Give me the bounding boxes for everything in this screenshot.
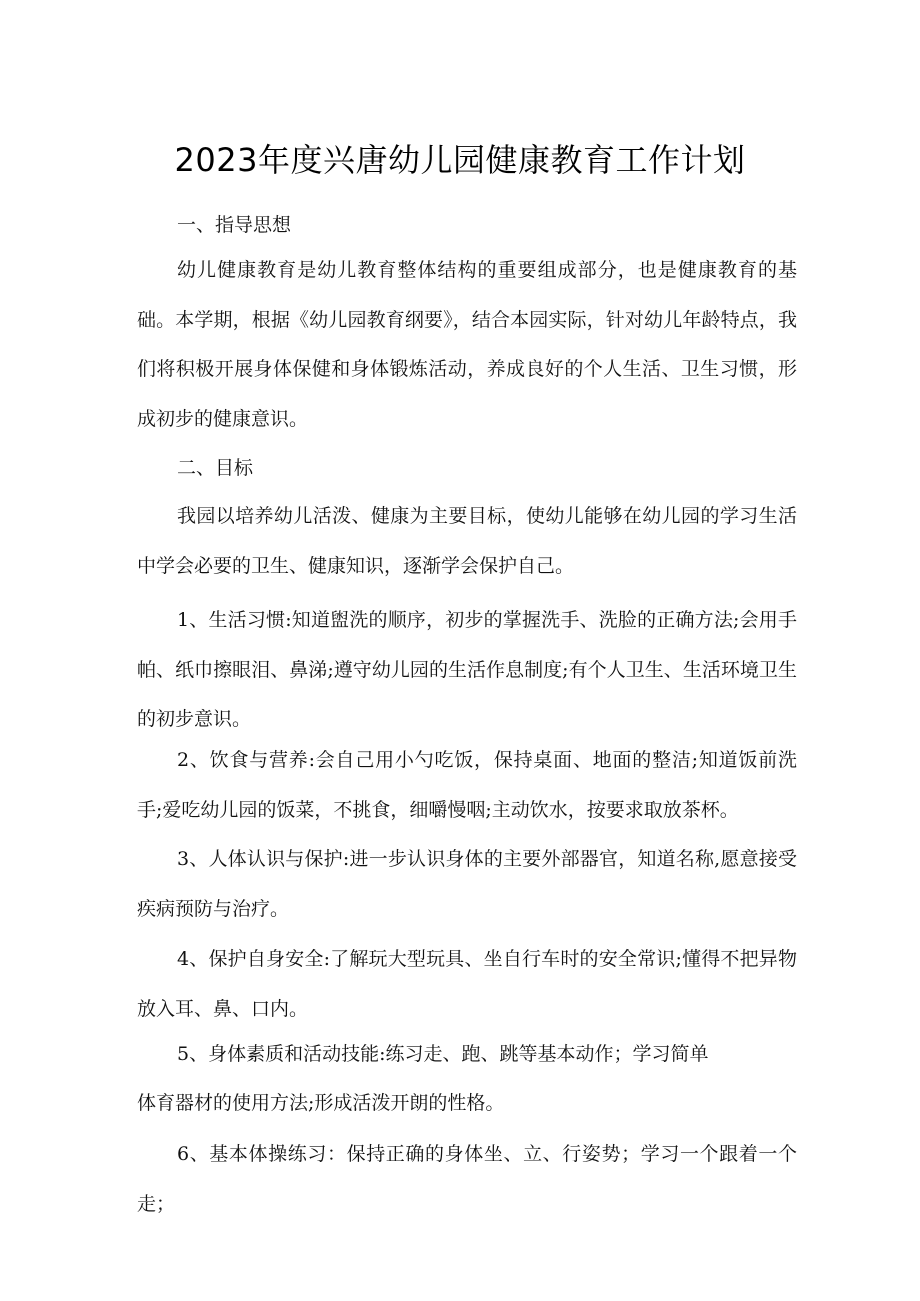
list-item-diet-nutrition: 2、饮食与营养:会自己用小勺吃饭，保持桌面、地面的整洁;知道饭前洗手;爱吃幼儿园的饭菜，不挑食，细嚼慢咽;主动饮水，按要求取放茶杯。 [137,749,797,821]
section-heading-guiding-ideology: 一、指导思想 [177,214,292,236]
list-item-living-habits: 1、生活习惯:知道盥洗的顺序，初步的掌握洗手、洗脸的正确方法;会用手帕、纸巾擦眼泪、鼻涕;遵守幼儿园的生活作息制度;有个人卫生、生活环境卫生的初步意识。 [137,609,797,730]
list-item-basic-gymnastics: 6、基本体操练习：保持正确的身体坐、立、行姿势；学习一个跟着一个走； [137,1143,797,1215]
list-item-physical-fitness-line1: 5、身体素质和活动技能:练习走、跑、跳等基本动作；学习简单 [177,1043,709,1065]
list-item-physical-fitness-line2: 体育器材的使用方法;形成活泼开朗的性格。 [137,1092,505,1114]
document-title: 2023年度兴唐幼儿园健康教育工作计划 [174,141,746,179]
paragraph-goals-intro: 我园以培养幼儿活泼、健康为主要目标，使幼儿能够在幼儿园的学习生活中学会必要的卫生、健康知识，逐渐学会保护自己。 [137,505,797,577]
section-heading-goals: 二、目标 [177,457,254,479]
list-item-body-awareness: 3、人体认识与保护:进一步认识身体的主要外部器官，知道名称,愿意接受疾病预防与治疗。 [137,848,797,920]
list-item-self-safety: 4、保护自身安全:了解玩大型玩具、坐自行车时的安全常识;懂得不把异物放入耳、鼻、口内。 [137,948,797,1020]
paragraph-guiding-ideology: 幼儿健康教育是幼儿教育整体结构的重要组成部分，也是健康教育的基础。本学期，根据《幼儿园教育纲要》，结合本园实际，针对幼儿年龄特点，我们将积极开展身体保健和身体锻炼活动，养成良好的个人生活、卫生习惯，形成初步的健康意识。 [137,259,797,430]
